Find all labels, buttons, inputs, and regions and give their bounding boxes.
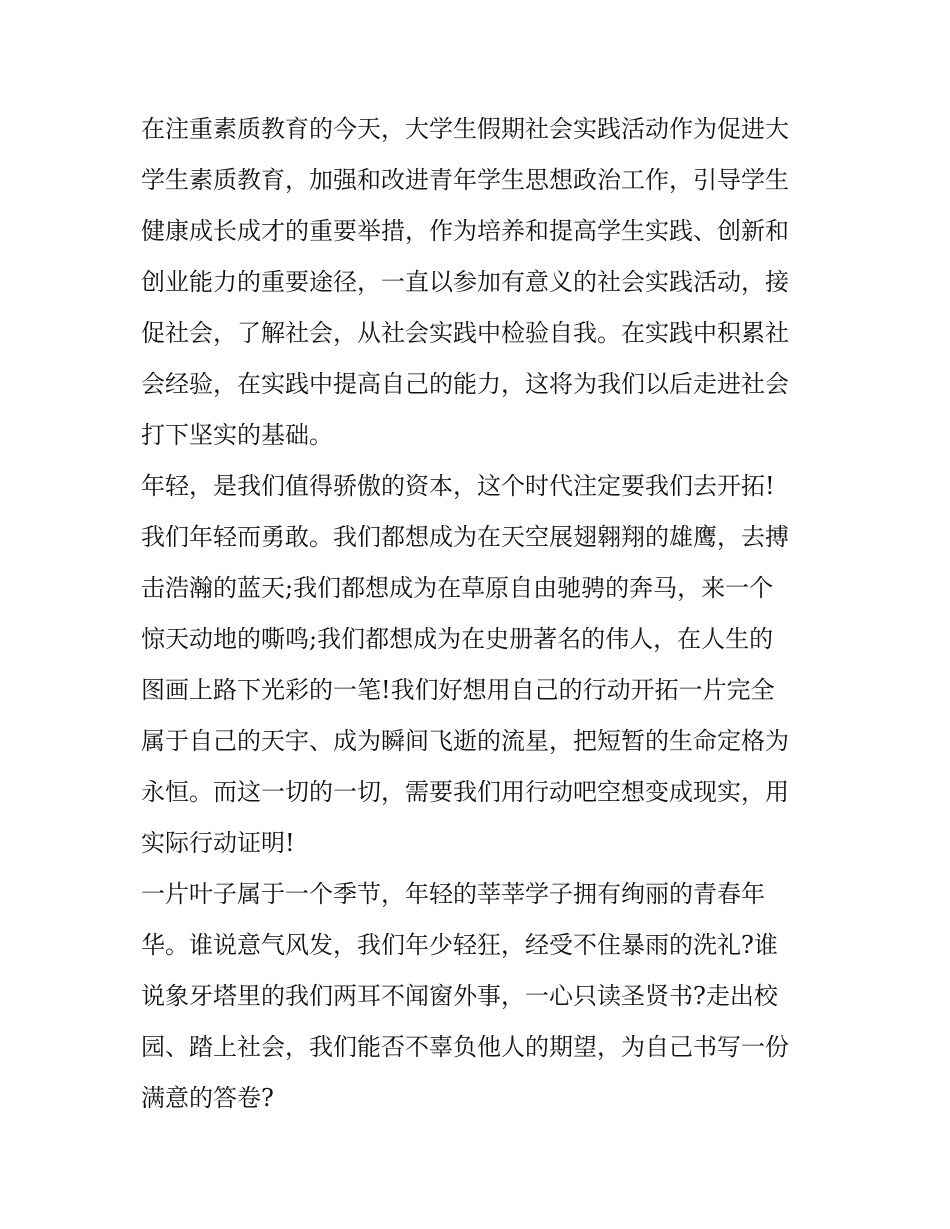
text-line: 图画上路下光彩的一笔!我们好想用自己的行动开拓一片完全 [141,676,775,704]
text-line: 学生素质教育，加强和改进青年学生思想政治工作，引导学生 [141,166,789,194]
text-line: 在注重素质教育的今天，大学生假期社会实践活动作为促进大 [141,115,789,143]
paragraph-2 [141,461,816,869]
text-line: 会经验，在实践中提高自己的能力，这将为我们以后走进社会 [141,370,789,398]
text-line: 创业能力的重要途径，一直以参加有意义的社会实践活动，接 [141,268,789,296]
paragraph-3 [141,869,816,1124]
text-line: 年轻，是我们值得骄傲的资本，这个时代注定要我们去开拓! [141,472,775,500]
text-line: 惊天动地的嘶鸣;我们都想成为在史册著名的伟人，在人生的 [141,625,774,653]
text-line: 实际行动证明! [141,829,295,857]
paragraph-1 [141,104,816,461]
text-line: 满意的答卷? [141,1084,274,1112]
text-line: 健康成长成才的重要举措，作为培养和提高学生实践、创新和 [141,217,789,245]
document-body [141,104,816,1124]
text-line: 击浩瀚的蓝天;我们都想成为在草原自由驰骋的奔马，来一个 [141,574,774,602]
text-line: 一片叶子属于一个季节，年轻的莘莘学子拥有绚丽的青春年 [141,880,765,908]
text-line: 我们年轻而勇敢。我们都想成为在天空展翅翱翔的雄鹰，去搏 [141,523,789,551]
text-line: 永恒。而这一切的一切，需要我们用行动吧空想变成现实，用 [141,778,789,806]
text-line: 打下坚实的基础。 [141,421,333,449]
text-line: 促社会，了解社会，从社会实践中检验自我。在实践中积累社 [141,319,789,347]
text-line: 华。谁说意气风发，我们年少轻狂，经受不住暴雨的洗礼?谁 [141,931,778,959]
text-line: 园、踏上社会，我们能否不辜负他人的期望，为自己书写一份 [141,1033,789,1061]
text-line: 说象牙塔里的我们两耳不闻窗外事，一心只读圣贤书?走出校 [141,982,778,1010]
text-line: 属于自己的天宇、成为瞬间飞逝的流星，把短暂的生命定格为 [141,727,789,755]
